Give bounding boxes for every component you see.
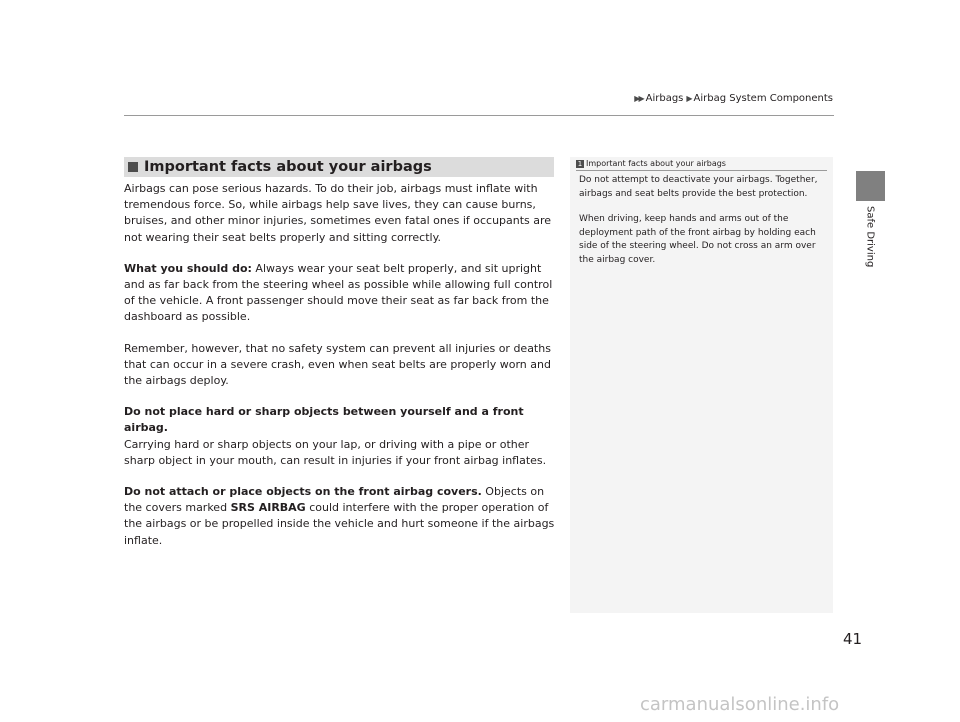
section-heading xyxy=(124,157,554,177)
breadcrumb-arrow-icon: ▶ xyxy=(686,94,691,103)
breadcrumb-arrow-icon: ▶▶ xyxy=(634,94,643,103)
page-number: 41 xyxy=(843,630,863,648)
note-paragraph: When driving, keep hands and arms out of the deployment path of the front airbag by holding each side of the steering wheel. Do not cross an arm over the airbag cover. xyxy=(579,214,816,265)
square-bullet-icon xyxy=(128,162,138,172)
paragraph: Remember, however, that no safety system can prevent all injuries or deaths that can occur in a severe crash, even when seat belts are properly worn and the airbags deploy. xyxy=(124,341,551,388)
note-header xyxy=(576,157,827,171)
note-paragraph: Do not attempt to deactivate your airbags. Together, airbags and seat belts provide the best protection. xyxy=(579,175,818,199)
breadcrumb-item[interactable]: Airbag System Components xyxy=(693,93,833,104)
note-body xyxy=(570,171,833,267)
breadcrumb xyxy=(634,93,833,104)
note-panel xyxy=(570,157,833,613)
paragraph: Airbags can pose serious hazards. To do their job, airbags must inflate with tremendous force. So, while airbags help save lives, they can cause burns, bruises, and other minor injuries, sometimes even fatal ones if occupants are not wearing their seat belts properly and sitting correctly. xyxy=(124,182,552,244)
header-divider xyxy=(124,115,834,116)
section-label: Safe Driving xyxy=(864,206,876,268)
note-marker-icon: 1 xyxy=(577,159,583,168)
paragraph: Do not place hard or sharp objects between yourself and a front airbag. Carrying hard or sharp objects on your lap, or driving with a pipe or other sharp object in your mouth, can result in injuries if your front airbag inflates. xyxy=(124,405,547,467)
section-title: Important facts about your airbags xyxy=(144,159,432,175)
section-tab xyxy=(856,171,885,201)
breadcrumb-item[interactable]: Airbags xyxy=(645,93,684,104)
paragraph: What you should do: Always wear your seat belt properly, and sit upright and as far back from the steering wheel as possible while allowing full control of the vehicle. A front passenger should move their seat as far back from the dashboard as possible. xyxy=(124,261,553,324)
watermark: carmanualsonline.info xyxy=(640,694,840,715)
main-content xyxy=(124,181,556,564)
note-title: Important facts about your airbags xyxy=(586,159,726,168)
paragraph: Do not attach or place objects on the front airbag covers. Objects on the covers marked SRS AIRBAG could interfere with the proper operation of the airbags or be propelled inside the vehicle and hurt someone if the airbags inflate. xyxy=(124,485,555,547)
